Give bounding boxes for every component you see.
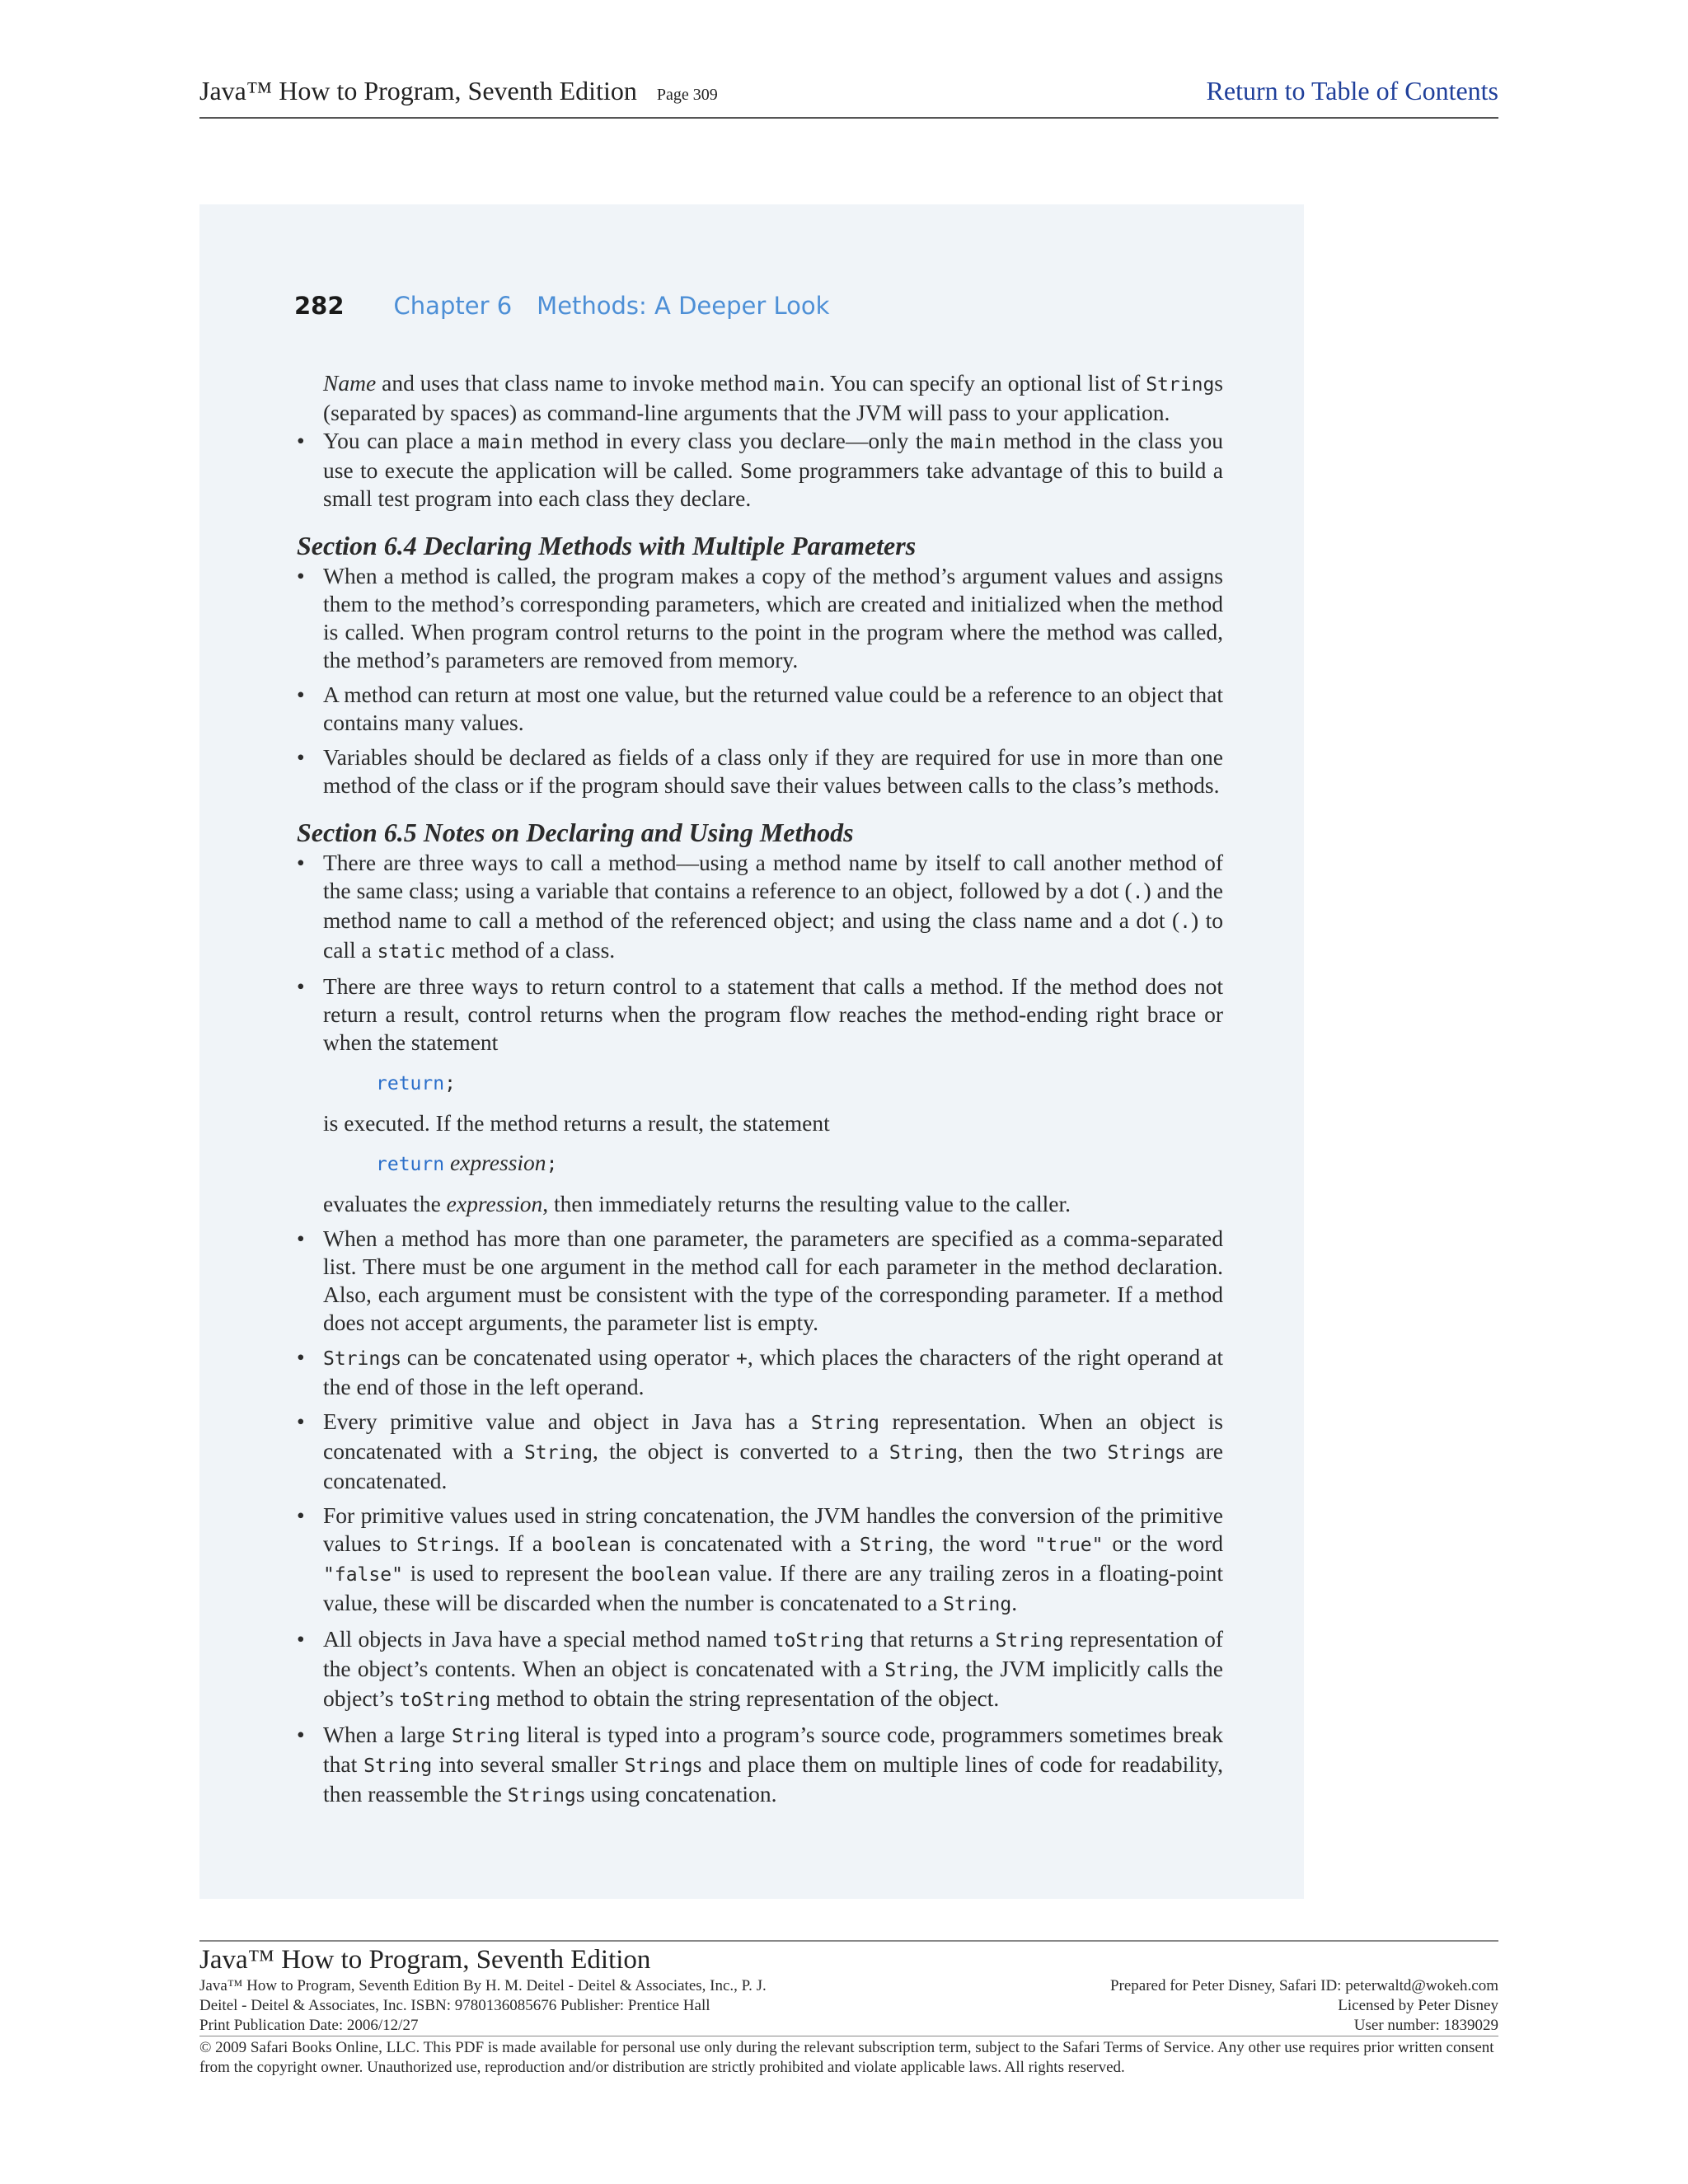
list-item: • Strings can be concatenated using operator +, which places the characters of the right operand at the end of those in the left operand. [323,1343,1223,1401]
list-item: • Every primitive value and object in Java has a String representation. When an object is concatenated with a String, the object is converted to a String, then the two Strings are concatenated. [323,1408,1223,1495]
bullet-list-6-4 [323,562,1223,799]
list-item: • A method can return at most one value, but the returned value could be a reference to an object that contains many values. [323,681,1223,737]
page-body [297,369,1224,1816]
section-heading-6-5: Section 6.5 Notes on Declaring and Using Methods [297,818,854,847]
footer-license-info: Prepared for Peter Disney, Safari ID: peterwaltd@wokeh.com Licensed by Peter Disney User number: 1839029 [1109,1977,1498,2034]
running-head [294,292,829,320]
bullet-list-intro [323,427,1223,513]
continued-paragraph: Name and uses that class name to invoke method main. You can specify an optional list of Strings (separated by spaces) as command-line arguments that the JVM will pass to your application. [323,370,1223,425]
list-item: • There are three ways to return control to a statement that calls a method. If the method does not return a result, control returns when the program flow reaches the method-ending right brace or when the statement return; is executed. If the method returns a result, the statement return expression; evaluates the expression, then immediately returns the resulting value to the caller. [323,972,1223,1218]
list-item: • All objects in Java have a special method named toString that returns a String representation of the object’s contents. When an object is concatenated with a String, the JVM implicitly calls the object’s toString method to obtain the string representation of the object. [323,1625,1223,1714]
footer-book-title: Java™ How to Program, Seventh Edition [199,1945,651,1975]
return-to-toc-link[interactable]: Return to Table of Contents [1206,76,1498,105]
list-item: • When a method has more than one parameter, the parameters are specified as a comma-separated list. There must be one argument in the method call for each parameter in the method declaration. Also, each argument must be consistent with the type of the corresponding parameter. If a method does not accept arguments, the parameter list is empty. [323,1225,1223,1337]
code-line-return-expression: return expression; [376,1150,558,1175]
bullet-list-6-5 [323,849,1223,1810]
footer-publication-info: Java™ How to Program, Seventh Edition By H. M. Deitel - Deitel & Associates, Inc., P. J. Deitel - Deitel & Associates, Inc. ISBN: 9780136085676 Publisher: Prentice Hall Print Publication Date: 2006/12/27 [199,1977,767,2034]
section-heading-6-4: Section 6.4 Declaring Methods with Multiple Parameters [297,531,917,560]
book-page [199,204,1304,1899]
list-item: • When a large String literal is typed into a program’s source code, programmers sometimes break that String into several smaller Strings and place them on multiple lines of code for readability, then reassemble the Strings using concatenation. [323,1721,1223,1810]
chapter-title: Methods: A Deeper Look [537,292,830,320]
footer-copyright: © 2009 Safari Books Online, LLC. This PDF is made available for personal use only during the relevant subscription term, subject to the Safari Terms of Service. Any other use requires prior written consent from the copyright owner. Unauthorized use, reproduction and/or distribution are strictly prohibited and violate applicable laws. All rights reserved. [199,2036,1498,2078]
list-item: • You can place a main method in every class you declare—only the main method in the class you use to execute the application will be called. Some programmers take advantage of this to build a small test program into each class they declare. [323,427,1223,513]
code-line-return: return; [376,1073,456,1094]
book-page-number: 282 [294,292,345,320]
list-item: • Variables should be declared as fields of a class only if they are required for use in more than one method of the class or if the program should save their values between calls to the class’s methods. [323,743,1223,799]
page-footer [199,1940,1498,2078]
header-page-number: Page 309 [656,86,718,104]
list-item: • When a method is called, the program makes a copy of the method’s argument values and assigns them to the method’s corresponding parameters, which are created and initialized when the method is called. When program control returns to the point in the program where the method was called, the method’s parameters are removed from memory. [323,562,1223,674]
page-header [199,76,1498,119]
header-book-title: Java™ How to Program, Seventh Edition Page 309 [199,76,718,105]
list-item: • For primitive values used in string concatenation, the JVM handles the conversion of the primitive values to Strings. If a boolean is concatenated with a String, the word "true" or the word "false" is used to represent the boolean value. If there are any trailing zeros in a floating-point value, these will be discarded when the number is concatenated to a String. [323,1502,1223,1619]
chapter-label: Chapter 6 [393,292,513,320]
list-item: • There are three ways to call a method—using a method name by itself to call another method of the same class; using a variable that contains a reference to an object, followed by a dot (.) and the method name to call a method of the referenced object; and using the class name and a dot (.) to call a static method of a class. [323,849,1223,966]
